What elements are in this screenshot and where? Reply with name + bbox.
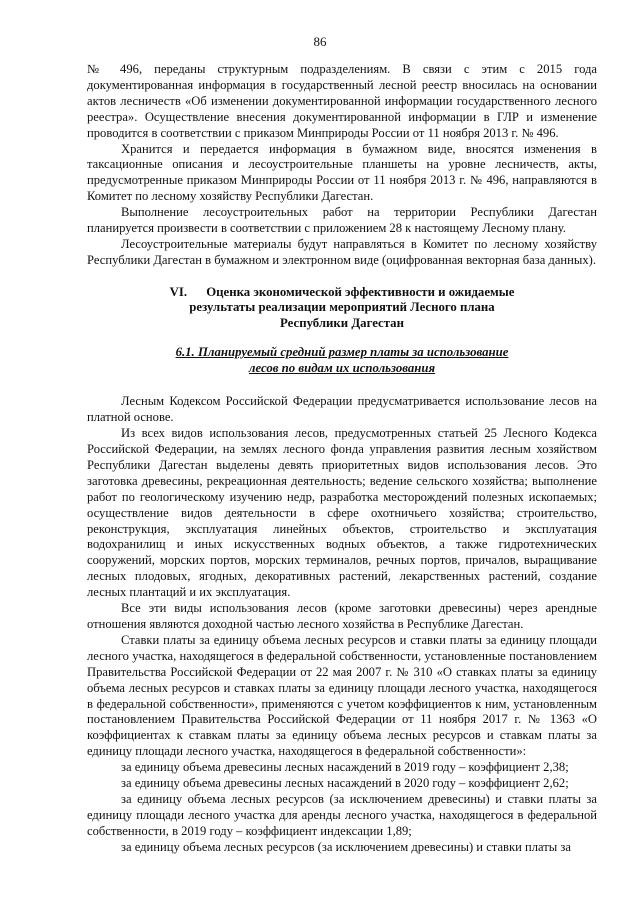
list-item: за единицу объема лесных ресурсов (за исключением древесины) и ставки платы за: [121, 839, 571, 854]
paragraph: Лесоустроительные материалы будут направляться в Комитет по лесному хозяйству Республики Дагестан в бумажном и электронном виде (оцифрованная векторная база данных).: [87, 236, 597, 267]
section-title-line: результаты реализации мероприятий Лесного плана: [189, 300, 495, 315]
page-number: 86: [313, 34, 327, 49]
subsection-title: [87, 345, 597, 376]
paragraph: Лесным Кодексом Российской Федерации предусматривается использование лесов на платной основе.: [87, 394, 597, 425]
section-title-line: Республики Дагестан: [280, 315, 404, 330]
section-title-line: VI. Оценка экономической эффективности и ожидаемые: [169, 284, 515, 299]
paragraph: Из всех видов использования лесов, предусмотренных статьей 25 Лесного Кодекса Российской Федерации, на землях лесного фонда управления развития лесным хозяйством Республики Дагестан выделены девять приоритетных видов использования лесов. Это заготовка древесины, рекреационная деятельность; ведение сельского хозяйства; выполнение работ по геологическому изучению недр, разработка месторождений полезных ископаемых; осуществление видов деятельности в сфере охотничьего хозяйства; строительство, реконструкция, эксплуатация линейных объектов, строительство и эксплуатация водохранилищ и иных искусственных водных объектов, а также гидротехнических сооружений, морских портов, морских терминалов, речных портов, причалов, выращивание лесных плодовых, ягодных, декоративных растений, лекарственных растений, создание лесных плантаций и их эксплуатация.: [87, 426, 597, 600]
paragraph: Все эти виды использования лесов (кроме заготовки древесины) через арендные отношения являются доходной частью лесного хозяйства в Республике Дагестан.: [87, 601, 597, 631]
paragraph: Хранится и передается информация в бумажном виде, вносятся изменения в таксационные описания и лесоустроительные планшеты на уровне лесничеств, акты, предусмотренные приказом Минприроды России от 11 ноября 2013 г. № 496, направляются в Комитет по лесному хозяйству Республики Дагестан.: [87, 141, 597, 204]
list-item: за единицу объема древесины лесных насаждений в 2020 году – коэффициент 2,62;: [121, 776, 569, 791]
list-item: за единицу объема лесных ресурсов (за исключением древесины) и ставки платы за единицу площади лесного участка для аренды лесного участка, находящегося в федеральной собственности, в 2019 году – коэффициент индексации 1,89;: [87, 791, 597, 838]
subsection-title-line: 6.1. Планируемый средний размер платы за использование: [175, 345, 509, 360]
page-content: [87, 62, 597, 856]
list-item: за единицу объема древесины лесных насаждений в 2019 году – коэффициент 2,38;: [121, 760, 569, 775]
paragraph: Ставки платы за единицу объема лесных ресурсов и ставки платы за единицу площади лесного участка, находящегося в федеральной собственности, установленные постановлением Правительства Российской Федерации от 22 мая 2007 г. № 310 «О ставках платы за единицу объема лесных ресурсов и ставках платы за единицу площади лесного участка, находящегося в федеральной собственности», применяются с учетом коэффициентов к ним, установленным постановлением Правительства Российской Федерации от 11 ноября 2017 г. № 1363 «О коэффициентах к ставкам платы за единицу объема лесных ресурсов и ставкам платы за единицу площади лесного участка, находящегося в федеральной собственности»:: [87, 632, 597, 759]
paragraph: № 496, переданы структурным подразделениям. В связи с этим с 2015 года документированная информация в государственный лесной реестр вносилась на основании актов лесничеств «Об изменении документированной информации государственного лесного реестра». Осуществление внесения документированной информации в ГЛР и изменение проводится в соответствии с приказом Минприроды России от 11 ноября 2013 г. № 496.: [87, 62, 597, 140]
paragraph: Выполнение лесоустроительных работ на территории Республики Дагестан планируется произвести в соответствии с приложением 28 к настоящему Лесному плану.: [87, 205, 597, 236]
subsection-title-line: лесов по видам их использования: [248, 360, 436, 375]
section-title: [87, 285, 597, 332]
